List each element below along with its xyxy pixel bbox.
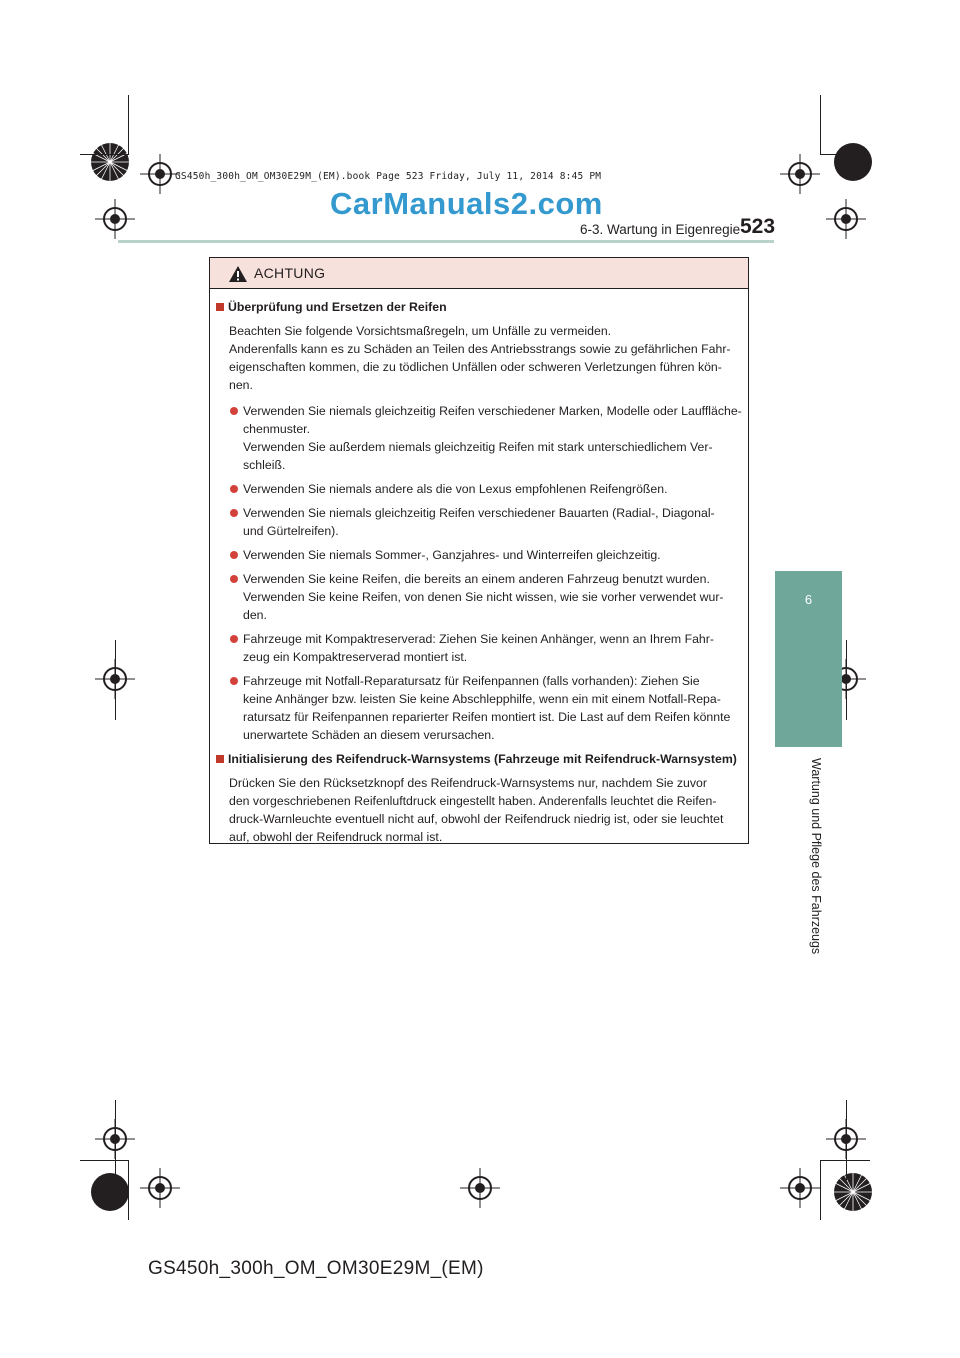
text-line: Verwenden Sie niemals Sommer-, Ganzjahres- und Winterreifen gleichzeitig. — [243, 548, 661, 562]
crosshair-mark-icon — [95, 199, 135, 239]
registration-dot-mark-icon — [88, 1170, 132, 1214]
crop-line — [128, 1160, 129, 1220]
section-title: 6-3. Wartung in Eigenregie — [580, 222, 741, 237]
list-item — [210, 480, 750, 498]
list-item — [210, 570, 750, 624]
registration-mark-icon — [831, 1170, 875, 1214]
section-heading — [210, 750, 750, 768]
text-line: Verwenden Sie niemals gleichzeitig Reifen verschiedener Bauarten (Radial-, Diagonal- — [243, 506, 715, 520]
paragraph — [210, 322, 750, 394]
text-line: eigenschaften kommen, die zu tödlichen Unfällen oder schweren Verletzungen führen kön- — [229, 360, 722, 374]
chapter-tab-title: Wartung und Pflege des Fahrzeugs — [809, 758, 823, 955]
warning-title: ACHTUNG — [254, 265, 326, 281]
paragraph — [210, 774, 750, 846]
text-line: den. — [243, 608, 267, 622]
text-line: Verwenden Sie niemals gleichzeitig Reifen verschiedener Marken, Modelle oder Lauffläche- — [243, 404, 742, 418]
section-heading-text: Initialisierung des Reifendruck-Warnsystems (Fahrzeuge mit Reifendruck-Warnsystem) — [228, 752, 737, 766]
watermark[interactable]: CarManuals2.com — [330, 186, 603, 221]
round-bullet-icon — [230, 509, 238, 517]
crop-line — [80, 154, 128, 155]
crosshair-mark-icon — [780, 154, 820, 194]
crop-line — [846, 640, 847, 720]
square-bullet-icon — [216, 303, 224, 311]
registration-mark-icon — [88, 140, 132, 184]
list-item — [210, 546, 750, 564]
warning-content — [210, 298, 750, 850]
crosshair-mark-icon — [460, 1168, 500, 1208]
page-number: 523 — [740, 215, 776, 238]
text-line: Verwenden Sie keine Reifen, von denen Sie nicht wissen, wie sie vorher verwendet wur- — [243, 590, 724, 604]
square-bullet-icon — [216, 755, 224, 763]
crosshair-mark-icon — [780, 1168, 820, 1208]
round-bullet-icon — [230, 677, 238, 685]
text-line: unerwartete Schäden an diesem verursachen. — [243, 728, 495, 742]
crop-line — [820, 95, 821, 155]
text-line: Beachten Sie folgende Vorsichtsmaßregeln, um Unfälle zu vermeiden. — [229, 324, 612, 338]
list-item — [210, 630, 750, 666]
warning-header — [210, 258, 748, 289]
crop-line — [115, 1100, 116, 1180]
round-bullet-icon — [230, 635, 238, 643]
section-heading — [210, 298, 750, 316]
list-item — [210, 672, 750, 744]
round-bullet-icon — [230, 575, 238, 583]
text-line: Anderenfalls kann es zu Schäden an Teilen des Antriebsstrangs sowie zu gefährlichen Fahr- — [229, 342, 731, 356]
list-item — [210, 402, 750, 474]
crop-line — [80, 1160, 128, 1161]
text-line: Fahrzeuge mit Kompaktreserverad: Ziehen Sie keinen Anhänger, wenn an Ihrem Fahr- — [243, 632, 714, 646]
text-line: Fahrzeuge mit Notfall-Reparatursatz für Reifenpannen (falls vorhanden): Ziehen Sie — [243, 674, 700, 688]
warning-box — [209, 257, 749, 844]
crosshair-mark-icon — [140, 1168, 180, 1208]
crop-line — [115, 640, 116, 720]
text-line: den vorgeschriebenen Reifenluftdruck eingestellt haben. Anderenfalls leuchtet die Reifen- — [229, 794, 717, 808]
header-rule — [118, 240, 774, 243]
crop-line — [846, 1100, 847, 1180]
list-item — [210, 504, 750, 540]
text-line: Verwenden Sie niemals andere als die von Lexus empfohlenen Reifengrößen. — [243, 482, 668, 496]
text-line: chenmuster. — [243, 422, 310, 436]
registration-dot-mark-icon — [831, 140, 875, 184]
text-line: ratursatz für Reifenpannen reparierter Reifen montiert ist. Die Last auf dem Reifen könnte — [243, 710, 731, 724]
book-info-line: GS450h_300h_OM_OM30E29M_(EM).book Page 523 Friday, July 11, 2014 8:45 PM — [175, 171, 602, 182]
text-line: druck-Warnleuchte eventuell nicht auf, obwohl der Reifendruck niedrig ist, oder sie leuchtet — [229, 812, 724, 826]
text-line: auf, obwohl der Reifendruck normal ist. — [229, 830, 443, 844]
section-heading-text: Überprüfung und Ersetzen der Reifen — [228, 300, 447, 314]
text-line: nen. — [229, 378, 253, 392]
crosshair-mark-icon — [140, 154, 180, 194]
round-bullet-icon — [230, 407, 238, 415]
warning-triangle-icon — [228, 265, 248, 283]
crop-line — [820, 154, 870, 155]
round-bullet-icon — [230, 485, 238, 493]
crop-line — [820, 1160, 821, 1220]
chapter-tab-number: 6 — [804, 592, 813, 607]
text-line: Verwenden Sie keine Reifen, die bereits an einem anderen Fahrzeug benutzt wurden. — [243, 572, 710, 586]
text-line: keine Anhänger bzw. leisten Sie keine Abschlepphilfe, wenn ein mit einem Notfall-Repa- — [243, 692, 721, 706]
footer-document-code: GS450h_300h_OM_OM30E29M_(EM) — [148, 1258, 484, 1279]
crop-line — [820, 1160, 870, 1161]
text-line: zeug ein Kompaktreserverad montiert ist. — [243, 650, 468, 664]
round-bullet-icon — [230, 551, 238, 559]
text-line: schleiß. — [243, 458, 286, 472]
crosshair-mark-icon — [826, 199, 866, 239]
text-line: und Gürtelreifen). — [243, 524, 339, 538]
crop-line — [128, 95, 129, 155]
text-line: Verwenden Sie außerdem niemals gleichzeitig Reifen mit stark unterschiedlichem Ver- — [243, 440, 713, 454]
text-line: Drücken Sie den Rücksetzknopf des Reifendruck-Warnsystems nur, nachdem Sie zuvor — [229, 776, 707, 790]
